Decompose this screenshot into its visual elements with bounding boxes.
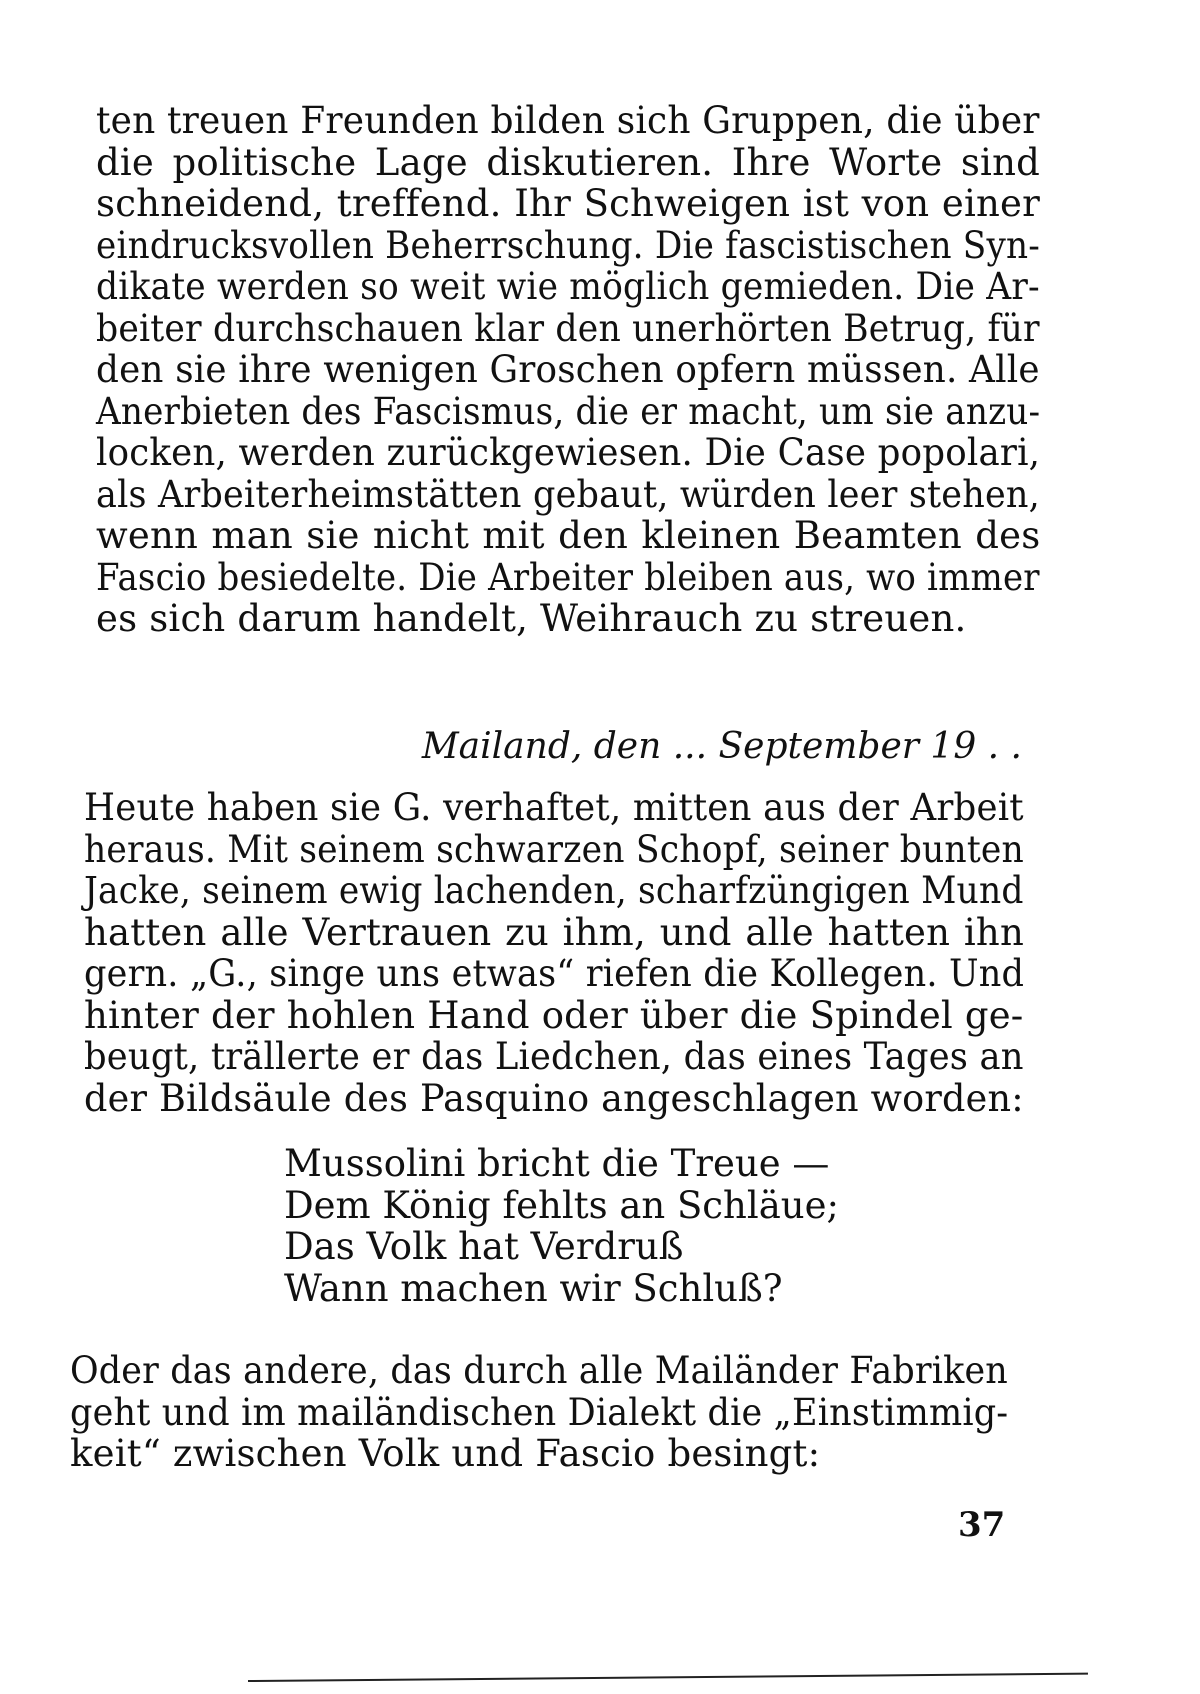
text-line: Heute haben sie G. verhaftet, mitten aus der Arbeit	[84, 786, 1024, 829]
text-line: den sie ihre wenigen Groschen opfern müssen. Alle	[96, 348, 1040, 391]
text-line: beugt, trällerte er das Liedchen, das eines Tages an	[84, 1035, 1024, 1078]
text-line: die politische Lage diskutieren. Ihre Worte sind	[96, 140, 1040, 184]
verse-line: Das Volk hat Verdruß	[284, 1225, 684, 1268]
paragraph-3	[70, 1350, 1008, 1475]
text-line: gern. „G., singe uns etwas“ riefen die Kollegen. Und	[84, 952, 1025, 995]
text-line: keit“ zwischen Volk und Fascio besingt:	[70, 1432, 821, 1475]
text-line: locken, werden zurückgewiesen. Die Case popolari,	[96, 431, 1041, 474]
text-line: es sich darum handelt, Weihrauch zu streuen.	[96, 597, 967, 640]
verse-line: Wann machen wir Schluß?	[284, 1266, 783, 1310]
dateline-heading: Mailand, den ... September 19 . .	[421, 726, 1022, 767]
text-line: der Bildsäule des Pasquino angeschlagen worden:	[84, 1076, 1024, 1120]
text-line: hinter der hohlen Hand oder über die Spindel ge-	[84, 993, 1024, 1037]
text-line: Anerbieten des Fascismus, die er macht, um sie anzu-	[96, 389, 1041, 433]
text-line: hatten alle Vertrauen zu ihm, und alle hatten ihn	[84, 910, 1024, 954]
text-line: heraus. Mit seinem schwarzen Schopf, seiner bunten	[84, 827, 1024, 871]
verse-line: Dem König fehlts an Schläue;	[284, 1183, 839, 1227]
text-line: eindrucksvollen Beherrschung. Die fascistischen Syn-	[96, 223, 1040, 267]
paragraph-1	[96, 100, 1040, 640]
text-line: ten treuen Freunden bilden sich Gruppen, die über	[96, 99, 1040, 142]
bottom-edge-rule	[248, 1673, 1088, 1682]
text-line: Jacke, seinem ewig lachenden, scharfzüngigen Mund	[84, 869, 1024, 912]
page-number: 37	[958, 1505, 1006, 1545]
text-line: Fascio besiedelte. Die Arbeiter bleiben aus, wo immer	[96, 555, 1040, 599]
text-line: beiter durchschauen klar den unerhörten Betrug, für	[96, 306, 1040, 350]
text-line: als Arbeiterheimstätten gebaut, würden leer stehen,	[96, 472, 1040, 516]
text-line: geht und im mailändischen Dialekt die „Einstimmig-	[70, 1390, 1009, 1434]
verse-block	[284, 1143, 839, 1309]
verse-line: Mussolini bricht die Treue —	[284, 1142, 830, 1185]
text-line: schneidend, treffend. Ihr Schweigen ist von einer	[96, 182, 1041, 225]
text-line: dikate werden so weit wie möglich gemieden. Die Ar-	[96, 265, 1040, 308]
text-line: wenn man sie nicht mit den kleinen Beamten des	[96, 514, 1041, 557]
paragraph-2	[84, 787, 1024, 1119]
text-line: Oder das andere, das durch alle Mailänder Fabriken	[70, 1349, 1008, 1392]
